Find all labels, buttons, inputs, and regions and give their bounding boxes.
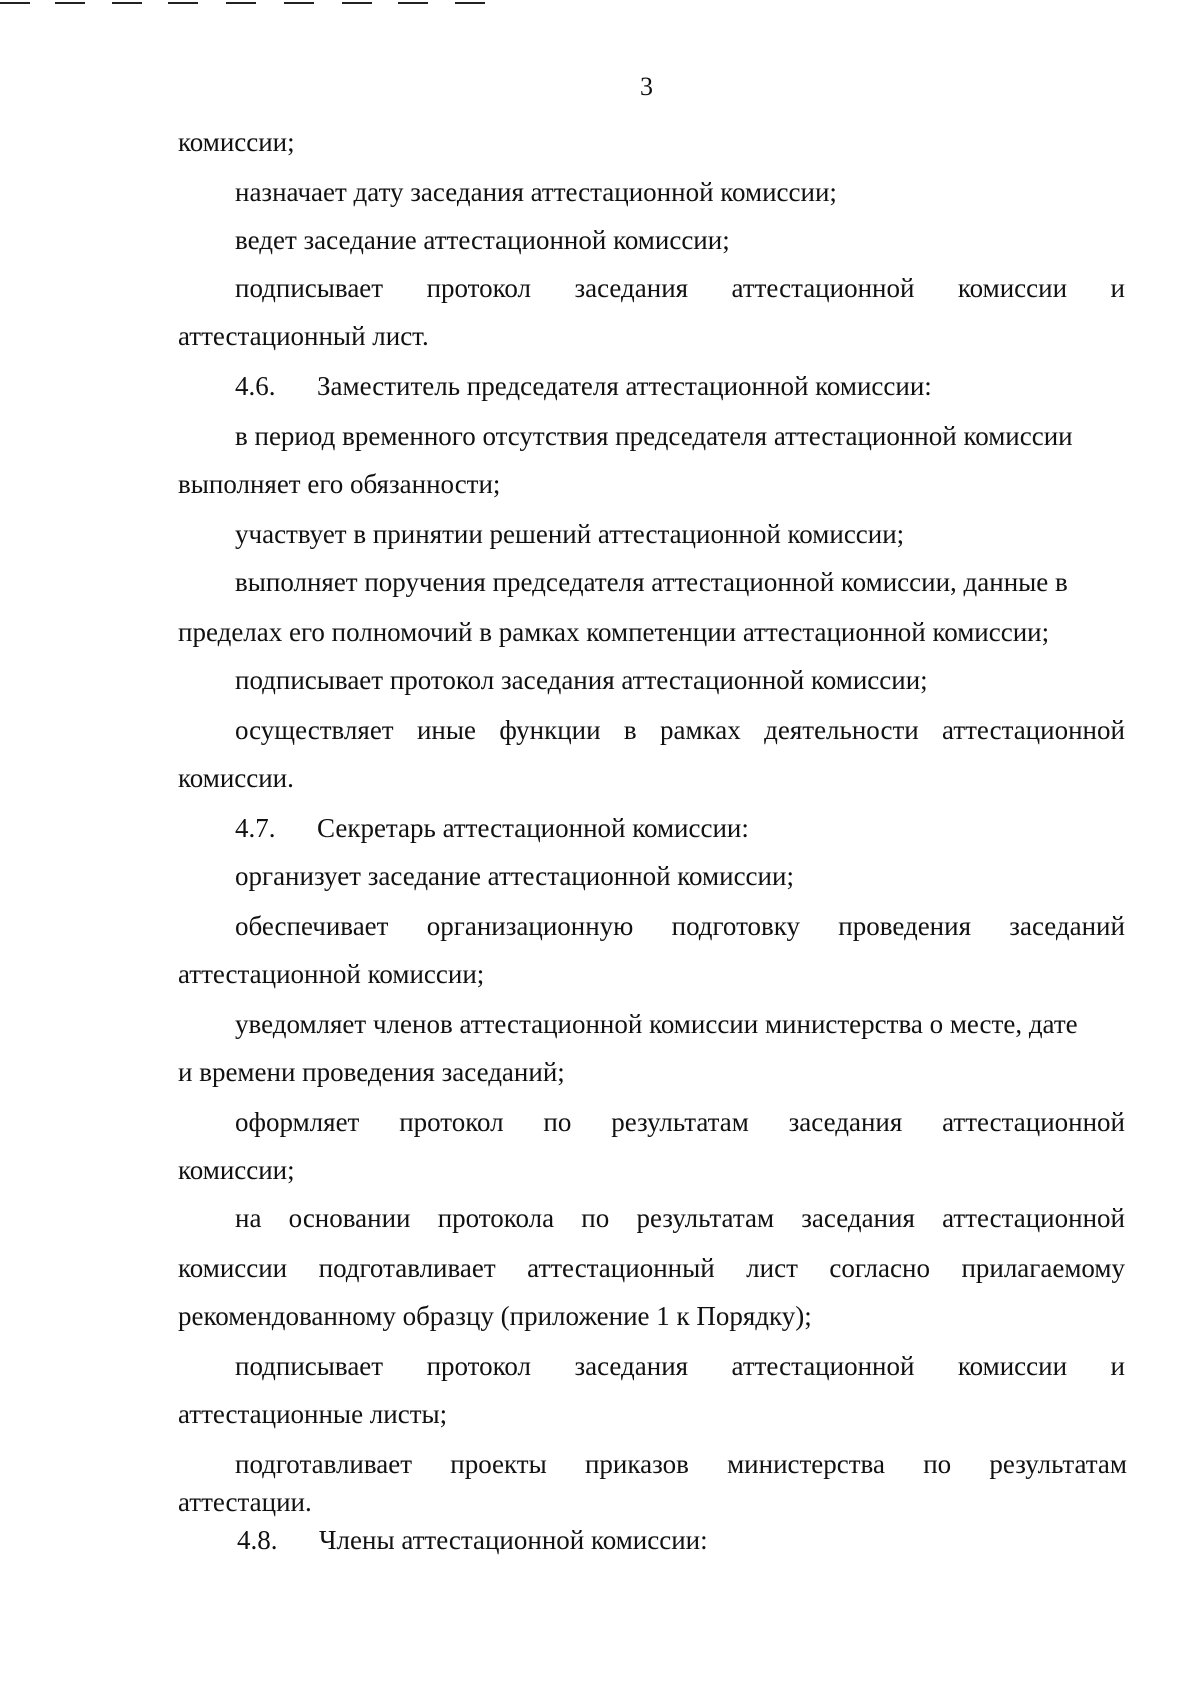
word: в — [623, 715, 637, 745]
word: комиссии — [957, 273, 1068, 303]
word: аттестационный — [527, 1253, 715, 1283]
page-number: 3 — [640, 72, 653, 101]
section-number: 4.7. — [235, 813, 276, 843]
text-line: организует заседание аттестационной комиссии; — [235, 861, 794, 891]
word: заседания — [574, 1351, 689, 1381]
word: по — [543, 1107, 572, 1137]
word: проведения — [838, 911, 972, 941]
word: заседаний — [1009, 911, 1125, 941]
section-heading-4-6 — [235, 370, 932, 402]
word: на — [235, 1203, 262, 1233]
word: функции — [499, 715, 601, 745]
section-number: 4.6. — [235, 371, 276, 401]
word: подготавливает — [235, 1449, 413, 1479]
word: по — [923, 1449, 952, 1479]
section-number: 4.8. — [237, 1525, 278, 1555]
justified-line — [235, 1350, 1125, 1382]
word: подготовку — [671, 911, 801, 941]
word: лист — [746, 1253, 798, 1283]
word: согласно — [829, 1253, 930, 1283]
word: протокол — [399, 1107, 504, 1137]
text-line: в период временного отсутствия председателя аттестационной комиссии — [235, 421, 1073, 451]
word: результатам — [636, 1203, 775, 1233]
text-line: участвует в принятии решений аттестационной комиссии; — [235, 519, 905, 549]
word: деятельности — [764, 715, 919, 745]
word: аттестационной — [731, 1351, 915, 1381]
word: министерства — [727, 1449, 885, 1479]
word: проекты — [450, 1449, 547, 1479]
text-line: рекомендованному образцу (приложение 1 к Порядку); — [178, 1301, 812, 1331]
justified-line — [235, 1106, 1125, 1138]
top-scan-marks — [0, 0, 560, 6]
word: иные — [416, 715, 476, 745]
word: результатам — [989, 1449, 1127, 1479]
word: аттестационной — [731, 273, 915, 303]
word: аттестационной — [942, 715, 1125, 745]
word: обеспечивает — [235, 911, 389, 941]
text-line: аттестационной комиссии; — [178, 959, 485, 989]
word: осуществляет — [235, 715, 394, 745]
section-title: Заместитель председателя аттестационной комиссии: — [317, 371, 932, 401]
word: протокол — [426, 273, 531, 303]
text-line: комиссии; — [178, 1155, 295, 1185]
word: результатам — [611, 1107, 749, 1137]
section-title: Члены аттестационной комиссии: — [319, 1525, 708, 1555]
text-line: комиссии; — [178, 127, 295, 157]
word: и — [1110, 1351, 1125, 1381]
text-line: ведет заседание аттестационной комиссии; — [235, 225, 730, 255]
word: комиссии — [178, 1253, 288, 1283]
word: организационную — [426, 911, 634, 941]
word: по — [581, 1203, 610, 1233]
section-heading-4-7 — [235, 812, 749, 844]
word: заседания — [801, 1203, 915, 1233]
word: аттестационной — [942, 1203, 1125, 1233]
text-line: подписывает протокол заседания аттестационной комиссии; — [235, 665, 928, 695]
text-line: выполняет поручения председателя аттестационной комиссии, данные в — [235, 567, 1068, 597]
text-line: уведомляет членов аттестационной комиссии министерства о месте, дате — [235, 1009, 1078, 1039]
justified-line — [235, 1448, 1127, 1480]
word: протокола — [437, 1203, 555, 1233]
word: и — [1110, 273, 1125, 303]
text-line: аттестационный лист. — [178, 321, 429, 351]
text-line: аттестации. — [178, 1487, 312, 1517]
justified-line — [235, 714, 1125, 746]
word: комиссии — [957, 1351, 1068, 1381]
text-line: выполняет его обязанности; — [178, 469, 501, 499]
text-line: комиссии. — [178, 763, 294, 793]
text-line: назначает дату заседания аттестационной комиссии; — [235, 177, 837, 207]
word: приказов — [584, 1449, 689, 1479]
word: рамках — [660, 715, 741, 745]
word: подписывает — [235, 273, 384, 303]
text-line: пределах его полномочий в рамках компетенции аттестационной комиссии; — [178, 617, 1050, 647]
section-title: Секретарь аттестационной комиссии: — [317, 813, 749, 843]
word: оформляет — [235, 1107, 360, 1137]
justified-line — [235, 272, 1125, 304]
justified-line — [235, 910, 1125, 942]
justified-line — [235, 1202, 1125, 1234]
word: прилагаемому — [961, 1253, 1125, 1283]
word: заседания — [574, 273, 689, 303]
text-line: аттестационные листы; — [178, 1399, 448, 1429]
word: основании — [288, 1203, 411, 1233]
word: подготавливает — [318, 1253, 496, 1283]
text-line: и времени проведения заседаний; — [178, 1057, 565, 1087]
word: аттестационной — [942, 1107, 1125, 1137]
word: протокол — [426, 1351, 531, 1381]
word: подписывает — [235, 1351, 384, 1381]
section-heading-4-8 — [237, 1524, 708, 1556]
word: заседания — [788, 1107, 903, 1137]
justified-line — [178, 1252, 1125, 1284]
